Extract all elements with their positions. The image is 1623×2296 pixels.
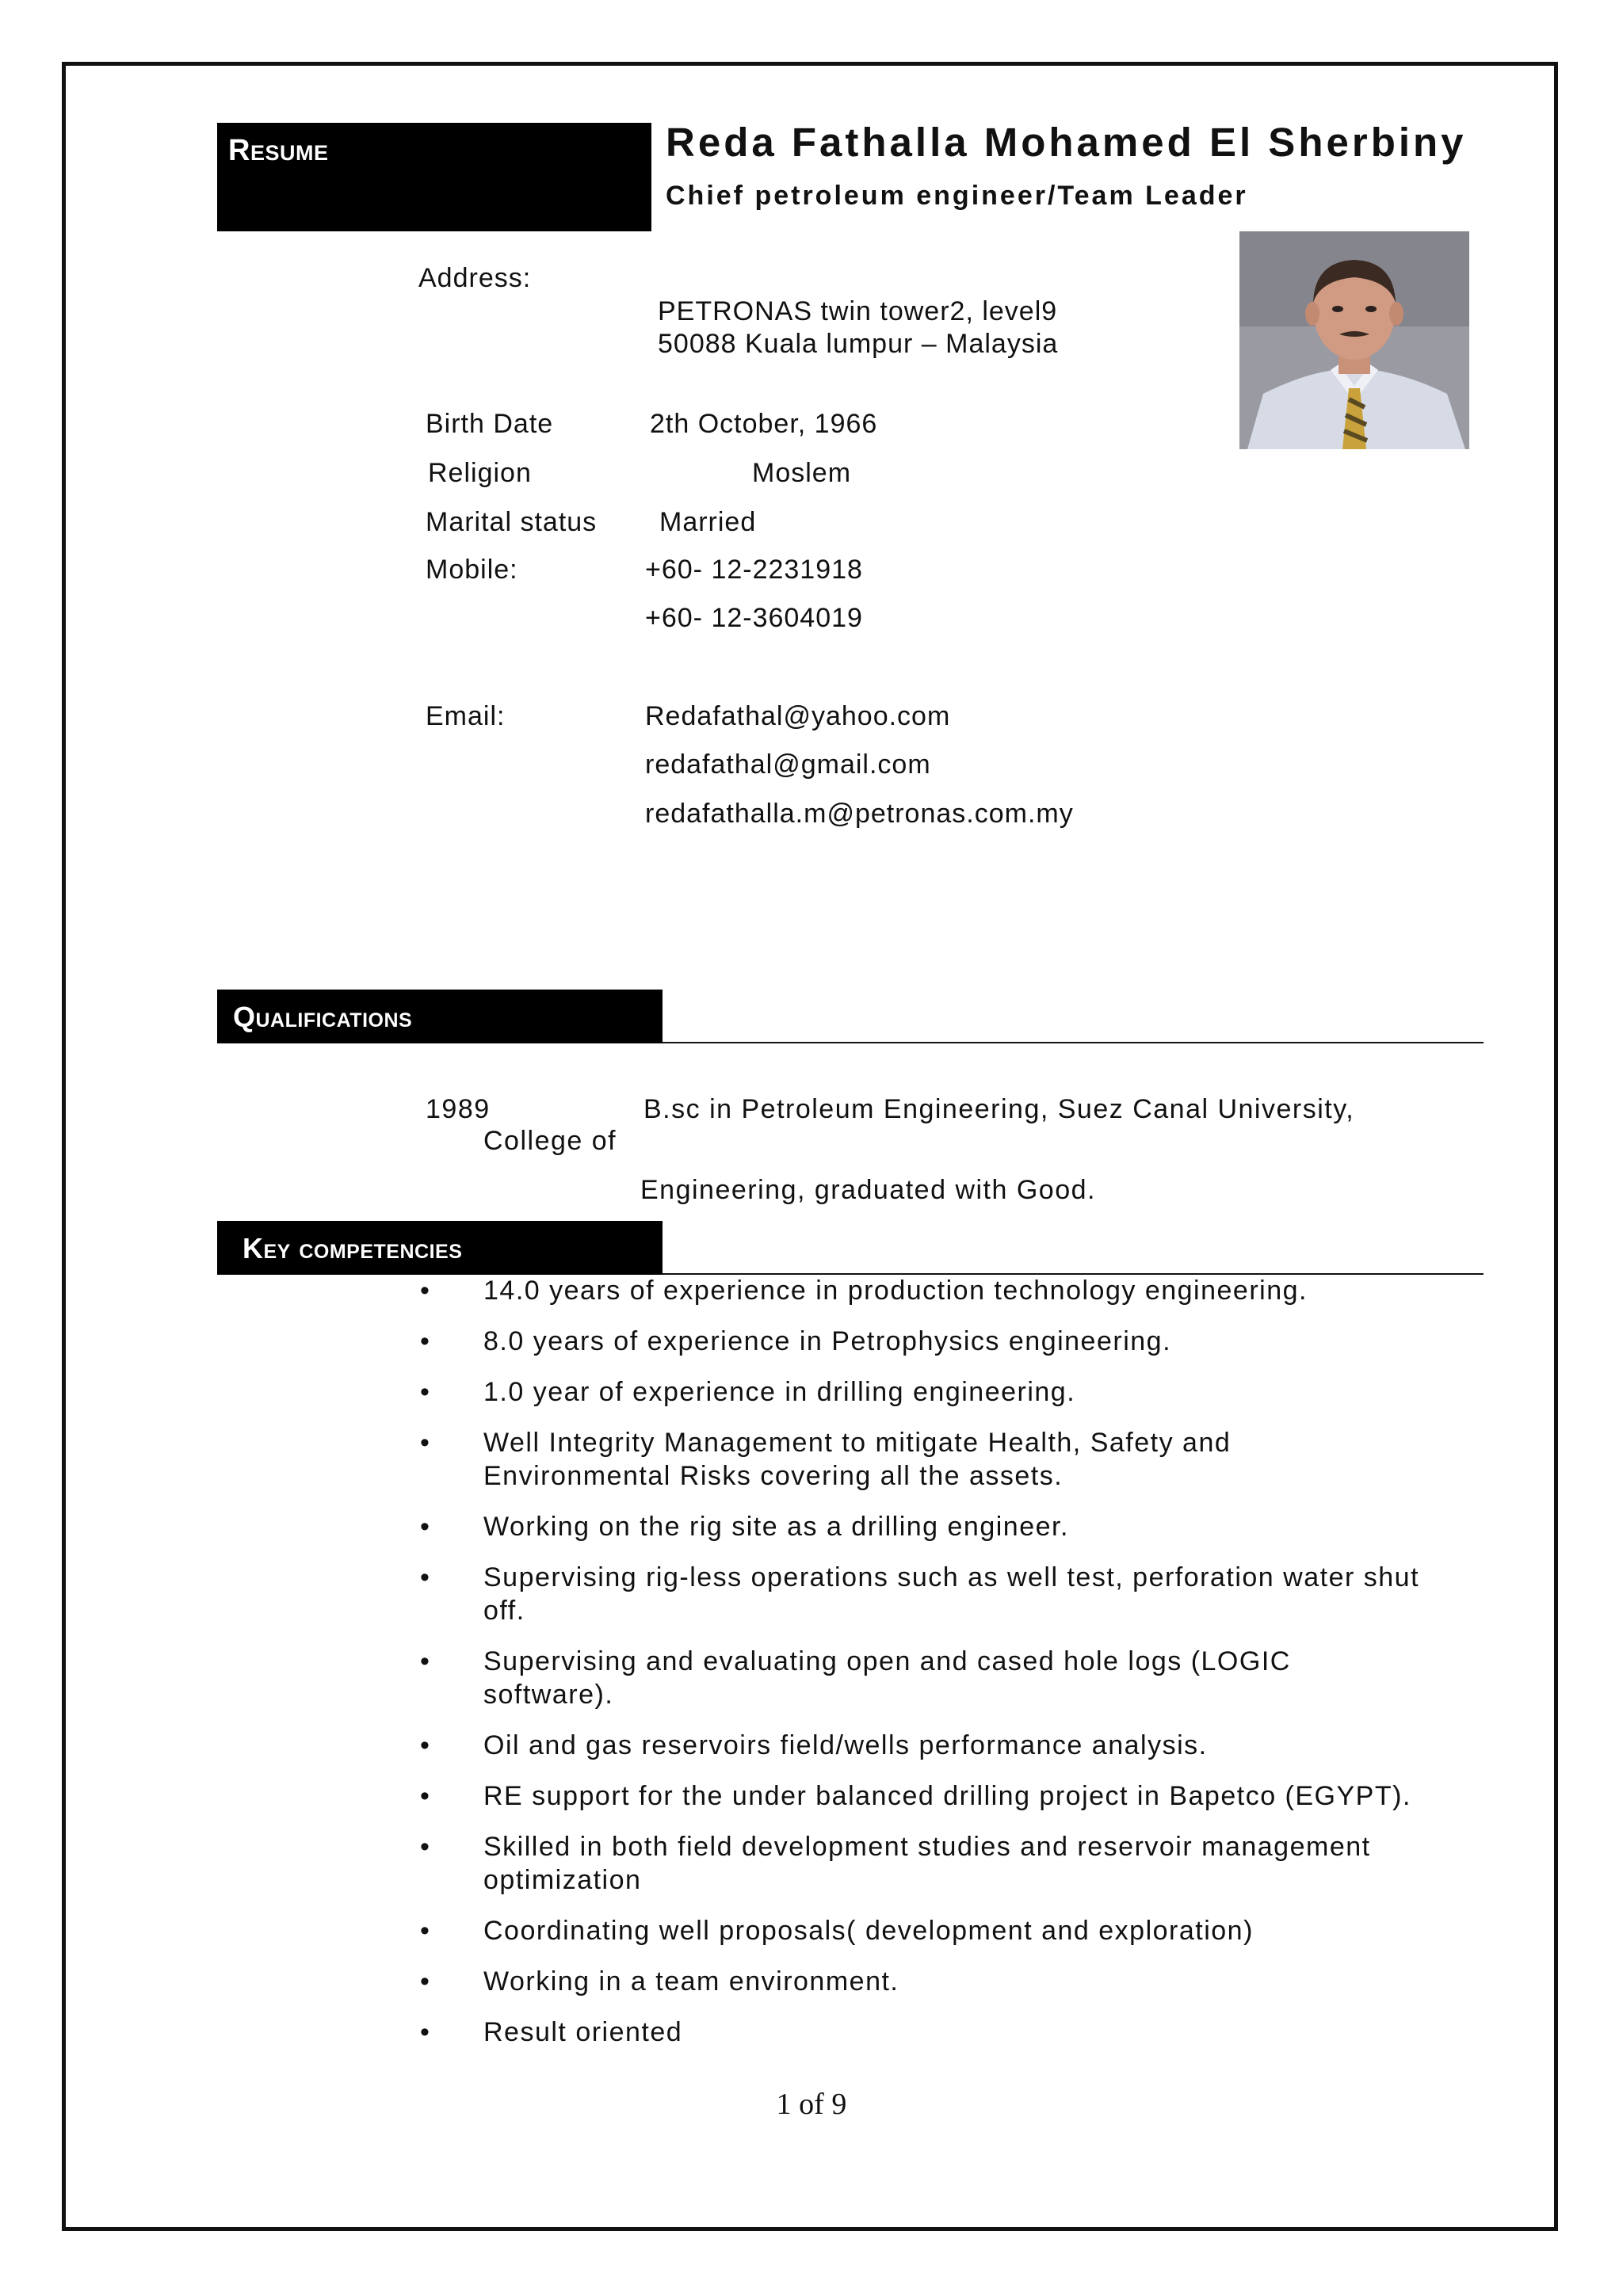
bullet-icon: •	[420, 1377, 431, 1407]
resume-label: Resume	[228, 134, 329, 167]
address-label: Address:	[418, 263, 532, 293]
bullet-icon: •	[420, 2017, 431, 2047]
competency-text: 14.0 years of experience in production technology engineering.	[483, 1276, 1308, 1306]
marital-status-label: Marital status	[426, 507, 598, 537]
list-item	[420, 1325, 1514, 1358]
competency-text: Oil and gas reservoirs field/wells performance analysis.	[483, 1730, 1208, 1760]
birth-date-value: 2th October, 1966	[650, 409, 878, 439]
email-label: Email:	[426, 701, 506, 731]
list-item	[420, 1375, 1514, 1409]
bullet-icon: •	[420, 1326, 431, 1356]
bullet-icon: •	[420, 1512, 431, 1542]
competencies-list	[420, 1274, 1514, 2066]
qualifications-heading-bar	[217, 990, 663, 1043]
competencies-heading-bar	[217, 1221, 663, 1275]
email-1: Redafathal@yahoo.com	[645, 701, 951, 731]
bullet-icon: •	[420, 1916, 431, 1946]
birth-date-label: Birth Date	[426, 409, 554, 439]
competency-text: Working on the rig site as a drilling engineer.	[483, 1512, 1069, 1542]
list-item	[420, 1830, 1474, 1897]
competency-text: RE support for the under balanced drilling project in Bapetco (EGYPT).	[483, 1781, 1411, 1811]
mobile-number-1: +60- 12-2231918	[645, 555, 863, 585]
religion-value: Moslem	[752, 458, 852, 488]
portrait-image	[1239, 231, 1469, 449]
competency-text: Supervising rig-less operations such as well test, perforation water shut off.	[483, 1562, 1420, 1626]
list-item	[420, 1779, 1514, 1813]
bullet-icon: •	[420, 1781, 431, 1811]
religion-label: Religion	[428, 458, 532, 488]
profile-photo	[1239, 231, 1469, 449]
competency-text: Coordinating well proposals( development and exploration)	[483, 1916, 1254, 1946]
qualifications-heading: Qualifications	[233, 1001, 413, 1033]
list-item	[420, 1729, 1514, 1762]
list-item	[420, 1914, 1514, 1947]
competency-text: Supervising and evaluating open and cased hole logs (LOGIC software).	[483, 1646, 1291, 1710]
competency-text: Result oriented	[483, 2017, 683, 2047]
job-title: Chief petroleum engineer/Team Leader	[666, 181, 1248, 211]
qualification-degree-line-1: B.sc in Petroleum Engineering, Suez Canal University,	[643, 1094, 1355, 1124]
list-item	[420, 1645, 1395, 1711]
bullet-icon: •	[420, 1428, 431, 1458]
competency-text: Skilled in both field development studies and reservoir management optimization	[483, 1832, 1371, 1895]
list-item	[420, 1426, 1355, 1493]
list-item	[420, 1561, 1434, 1627]
resume-header-box	[217, 123, 651, 231]
competency-text: 1.0 year of experience in drilling engineering.	[483, 1377, 1076, 1407]
email-2: redafathal@gmail.com	[645, 749, 931, 780]
list-item	[420, 2016, 1514, 2049]
mobile-label: Mobile:	[426, 555, 518, 585]
list-item	[420, 1965, 1514, 1998]
competency-text: Working in a team environment.	[483, 1966, 899, 1997]
list-item	[420, 1274, 1514, 1307]
bullet-icon: •	[420, 1832, 431, 1862]
page-number: 1 of 9	[776, 2088, 847, 2121]
email-3: redafathalla.m@petronas.com.my	[645, 799, 1074, 829]
candidate-name: Reda Fathalla Mohamed El Sherbiny	[666, 120, 1467, 165]
marital-status-value: Married	[659, 507, 757, 537]
competencies-heading: Key competencies	[242, 1232, 463, 1264]
competency-text: 8.0 years of experience in Petrophysics engineering.	[483, 1326, 1172, 1356]
mobile-number-2: +60- 12-3604019	[645, 603, 863, 633]
qualification-degree-line-2: College of	[483, 1126, 617, 1156]
qualifications-rule	[663, 1042, 1484, 1043]
address-line-2: 50088 Kuala lumpur – Malaysia	[658, 329, 1059, 359]
bullet-icon: •	[420, 1730, 431, 1760]
address-line-1: PETRONAS twin tower2, level9	[658, 296, 1058, 326]
bullet-icon: •	[420, 1276, 431, 1306]
bullet-icon: •	[420, 1966, 431, 1997]
qualification-degree-line-3: Engineering, graduated with Good.	[640, 1175, 1096, 1205]
bullet-icon: •	[420, 1562, 431, 1592]
bullet-icon: •	[420, 1646, 431, 1676]
list-item	[420, 1510, 1514, 1543]
competency-text: Well Integrity Management to mitigate Health, Safety and Environmental Risks covering all the assets.	[483, 1428, 1232, 1491]
qualification-year: 1989	[426, 1094, 491, 1124]
